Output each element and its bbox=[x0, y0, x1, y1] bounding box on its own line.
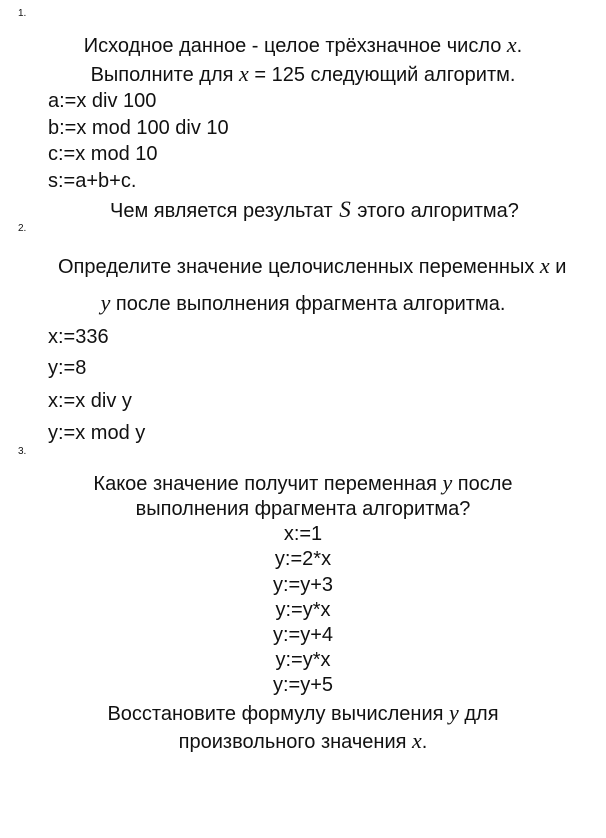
task-3-code-line: y:=y+4 bbox=[272, 624, 334, 646]
task-3-line-4-variable: x bbox=[412, 728, 422, 753]
task-3-line-3-text-a: Восстановите формулу вычисления bbox=[107, 703, 450, 725]
task-2-code-line: y:=x mod y bbox=[48, 422, 146, 444]
task-1-instruction-variable: x bbox=[239, 61, 249, 86]
task-1-intro bbox=[0, 33, 606, 58]
task-2-number: 2. bbox=[18, 223, 27, 234]
task-3-line-1-variable: y bbox=[442, 470, 453, 495]
task-3-number: 3. bbox=[18, 446, 27, 457]
task-2-line-2 bbox=[0, 291, 606, 316]
task-3-line-4 bbox=[0, 729, 606, 754]
task-1-intro-period: . bbox=[516, 35, 523, 57]
task-1-number: 1. bbox=[18, 8, 27, 19]
task-3-code-line: y:=2*x bbox=[274, 548, 332, 570]
task-1-question-text-b: этого алгоритма? bbox=[351, 200, 519, 222]
task-1-instruction-text-b: = 125 следующий алгоритм. bbox=[248, 64, 516, 86]
task-3-line-1-text-a: Какое значение получит переменная bbox=[93, 473, 443, 495]
task-3-line-4-text: произвольного значения bbox=[178, 731, 412, 753]
task-2-code-line: x:=336 bbox=[48, 326, 109, 348]
task-3-line-3 bbox=[0, 701, 606, 726]
task-1-question bbox=[110, 198, 519, 223]
task-2-line-2-variable: y bbox=[100, 290, 111, 315]
task-2-line-1-variable: x bbox=[539, 253, 550, 278]
task-1-question-variable: S bbox=[339, 197, 351, 222]
task-1-code-line: s:=a+b+c. bbox=[48, 170, 137, 192]
task-2-line-1-text-a: Определите значение целочисленных переменных bbox=[58, 256, 540, 278]
task-2-code-line: x:=x div y bbox=[48, 390, 132, 412]
task-3-code-line: y:=y*x bbox=[275, 599, 331, 621]
task-3-line-3-variable: y bbox=[449, 700, 459, 725]
task-1-instruction bbox=[0, 62, 606, 87]
task-1-intro-variable: x bbox=[506, 32, 517, 57]
task-1-code-line: a:=x div 100 bbox=[48, 90, 157, 112]
task-3-code-line: y:=y+5 bbox=[272, 674, 334, 696]
task-2-line-2-text: после выполнения фрагмента алгоритма. bbox=[110, 293, 506, 315]
task-3-line-2: выполнения фрагмента алгоритма? bbox=[135, 498, 471, 520]
task-1-instruction-text-a: Выполните для bbox=[90, 64, 240, 86]
task-3-line-1 bbox=[0, 471, 606, 496]
task-2-code-line: y:=8 bbox=[48, 357, 87, 379]
task-1-code-line: b:=x mod 100 div 10 bbox=[48, 117, 229, 139]
task-1-question-text-a: Чем является результат bbox=[110, 200, 339, 222]
task-1-code-line: c:=x mod 10 bbox=[48, 143, 158, 165]
task-3-code-line: x:=1 bbox=[283, 523, 323, 545]
task-3-line-4-period: . bbox=[421, 731, 428, 753]
task-3-line-1-text-b: после bbox=[452, 473, 513, 495]
task-2-line-1 bbox=[58, 254, 566, 279]
task-2-line-1-text-b: и bbox=[549, 256, 567, 278]
task-1-intro-text: Исходное данное - целое трёхзначное число bbox=[83, 35, 507, 57]
task-3-code-line: y:=y*x bbox=[275, 649, 331, 671]
task-3-line-3-text-b: для bbox=[458, 703, 499, 725]
task-3-code-line: y:=y+3 bbox=[272, 574, 334, 596]
